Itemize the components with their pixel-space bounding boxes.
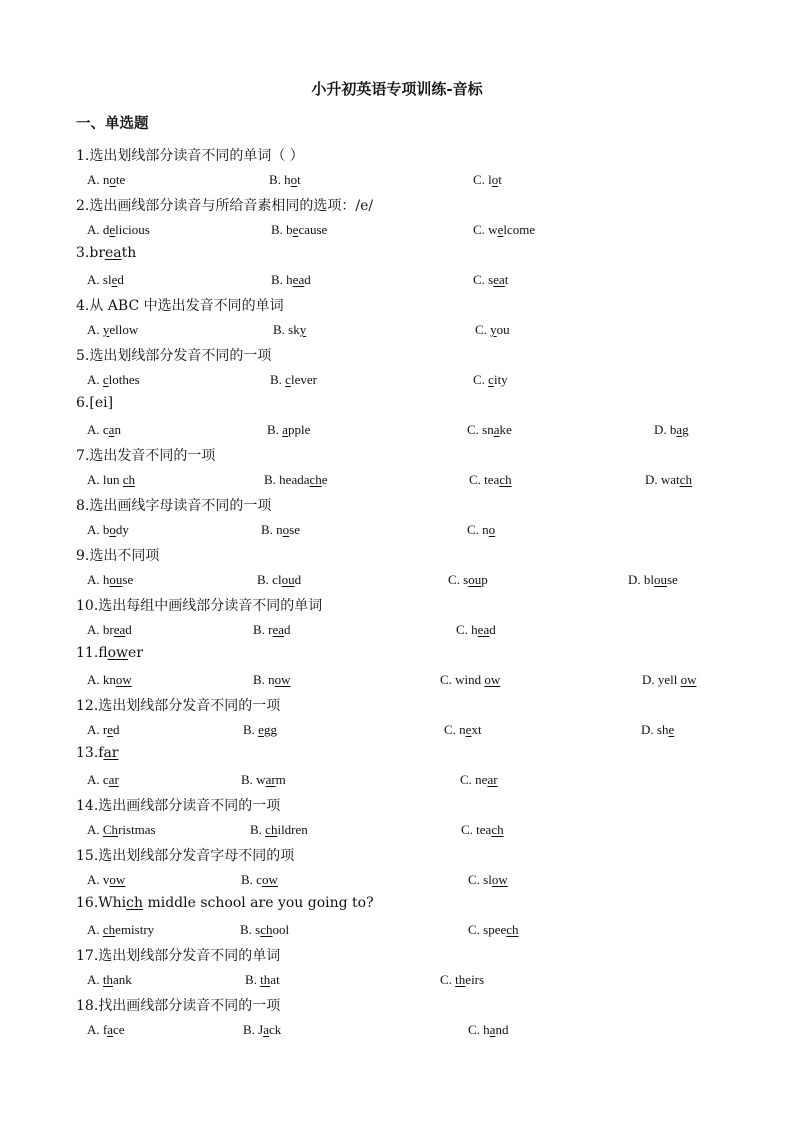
underlined-segment: e [292, 222, 299, 237]
question-stem [76, 395, 113, 411]
underlined-segment: a [108, 422, 115, 437]
text-segment: C. h [468, 1022, 490, 1037]
text-segment: ou [496, 322, 510, 337]
underlined-segment: y [102, 322, 110, 337]
underlined-segment: ow [115, 672, 132, 687]
underlined-segment: e [258, 722, 264, 737]
text-segment: A. c [87, 422, 109, 437]
underlined-segment: y [490, 322, 497, 337]
underlined-segment: ch [491, 822, 504, 837]
underlined-segment: ch [309, 472, 322, 487]
answer-option[interactable] [469, 472, 512, 488]
text-segment: te [115, 172, 126, 187]
underlined-segment: ar [487, 772, 498, 787]
underlined-segment: e [111, 272, 118, 287]
text-segment: 2.选出画线部分读音与所给音素相同的选项：/e/ [76, 198, 374, 214]
question-stem [76, 145, 304, 165]
underlined-segment: ar [265, 772, 276, 787]
underlined-segment: a [493, 422, 500, 437]
question-stem [76, 595, 322, 615]
answer-option[interactable] [460, 772, 498, 788]
answer-option[interactable] [271, 272, 311, 288]
text-segment: A. f [87, 1022, 108, 1037]
underlined-segment: o [488, 522, 496, 537]
text-segment: d [294, 572, 302, 587]
answer-option[interactable] [87, 572, 133, 588]
text-segment: B. [245, 972, 261, 987]
text-segment: 13.f [76, 745, 104, 761]
question-stem [76, 445, 215, 465]
underlined-segment: ch [506, 922, 519, 937]
question-stem [76, 645, 143, 661]
answer-option[interactable] [456, 622, 496, 638]
answer-option[interactable] [241, 772, 286, 788]
text-segment: se [289, 522, 301, 537]
answer-option[interactable] [645, 472, 692, 488]
text-segment: A. v [87, 872, 110, 887]
text-segment: B. b [271, 222, 293, 237]
text-segment: d [117, 272, 124, 287]
answer-option[interactable] [273, 322, 306, 338]
text-segment: 1.选出划线部分读音不同的单词（ ） [76, 148, 304, 164]
answer-option[interactable] [448, 572, 488, 588]
answer-option[interactable] [267, 422, 310, 438]
text-segment: n [114, 422, 121, 437]
text-segment: A. [87, 322, 103, 337]
text-segment: th [121, 245, 137, 261]
answer-option[interactable] [253, 672, 291, 688]
text-segment: d [125, 622, 132, 637]
underlined-segment: ar [108, 772, 119, 787]
text-segment: C. [440, 972, 456, 987]
text-segment: A. [87, 922, 103, 937]
underlined-segment: Ch [102, 822, 119, 837]
underlined-segment: o [491, 172, 499, 187]
text-segment: t [498, 172, 502, 187]
answer-option[interactable] [87, 1022, 125, 1038]
answer-option[interactable] [461, 822, 504, 838]
answer-option[interactable] [467, 522, 495, 538]
underlined-segment: ea [493, 272, 505, 287]
text-segment: g [682, 422, 689, 437]
underlined-segment: e [465, 722, 472, 737]
text-segment: 4.从 ABC 中选出发音不同的单词 [76, 298, 284, 314]
text-segment: se [667, 572, 678, 587]
underlined-segment: a [263, 1022, 270, 1037]
question-stem [76, 695, 280, 715]
answer-option[interactable] [87, 322, 138, 338]
answer-option[interactable] [654, 422, 689, 438]
underlined-segment: a [489, 1022, 496, 1037]
text-segment: B. h [269, 172, 291, 187]
underlined-segment: ea [272, 622, 285, 637]
answer-option[interactable] [440, 972, 484, 988]
text-segment: C. tea [461, 822, 492, 837]
answer-option[interactable] [467, 422, 512, 438]
text-segment: A. [87, 822, 103, 837]
text-segment: C. ne [460, 772, 488, 787]
text-segment: m [275, 772, 286, 787]
underlined-segment: a [676, 422, 683, 437]
answer-option[interactable] [87, 822, 156, 838]
underlined-segment: ou [654, 572, 667, 587]
underlined-segment: ow [109, 872, 126, 887]
text-segment: B. cl [257, 572, 282, 587]
underlined-segment: ow [680, 672, 697, 687]
text-segment: A. b [87, 522, 110, 537]
text-segment: C. n [444, 722, 466, 737]
underlined-segment: o [109, 172, 116, 187]
underlined-segment: e [109, 222, 116, 237]
text-segment: C. s [448, 572, 469, 587]
text-segment: D. yell [642, 672, 681, 687]
underlined-segment: o [109, 522, 116, 537]
text-segment: A. sl [87, 272, 112, 287]
text-segment: 8.选出画线字母读音不同的一项 [76, 498, 272, 514]
text-segment: 11.fl [76, 645, 108, 661]
text-segment: C. [475, 322, 491, 337]
text-segment: D. sh [641, 722, 669, 737]
text-segment: D. wat [645, 472, 680, 487]
answer-option[interactable] [87, 622, 132, 638]
answer-option[interactable] [87, 172, 125, 188]
text-segment: 10.选出每组中画线部分读音不同的单词 [76, 598, 323, 614]
underlined-segment: th [260, 972, 271, 987]
answer-option[interactable] [270, 372, 317, 388]
underlined-segment: ea [105, 245, 122, 261]
text-segment: B. J [243, 1022, 264, 1037]
text-segment: d [284, 622, 291, 637]
text-segment: middle school are you going to? [143, 895, 374, 911]
text-segment: C. tea [469, 472, 500, 487]
text-segment: B. [250, 822, 266, 837]
text-segment: lothes [108, 372, 140, 387]
text-segment: ellow [109, 322, 139, 337]
text-segment: lever [290, 372, 317, 387]
text-segment: C. wind [440, 672, 485, 687]
text-segment: 6.[ei] [76, 395, 114, 411]
text-segment: xt [471, 722, 482, 737]
answer-option[interactable] [87, 872, 125, 888]
text-segment: pple [287, 422, 311, 437]
text-segment: ank [113, 972, 132, 987]
underlined-segment: th [102, 972, 114, 987]
text-segment: B. r [253, 622, 273, 637]
underlined-segment: a [107, 1022, 113, 1037]
answer-option[interactable] [245, 972, 280, 988]
text-segment: A. c [87, 772, 109, 787]
answer-option[interactable] [87, 222, 150, 238]
underlined-segment: ch [499, 472, 512, 487]
text-segment: B. h [271, 272, 293, 287]
underlined-segment: ow [491, 872, 508, 887]
question-stem [76, 295, 284, 315]
text-segment: eirs [465, 972, 485, 987]
page-title: 小升初英语专项训练-音标 [311, 80, 483, 98]
text-segment: 15.选出划线部分发音字母不同的项 [76, 848, 295, 864]
question-stem [76, 845, 294, 865]
answer-option[interactable] [468, 1022, 508, 1038]
text-segment: B. s [240, 922, 261, 937]
text-segment: A. br [87, 622, 114, 637]
underlined-segment: ea [477, 622, 490, 637]
text-segment: C. sn [467, 422, 494, 437]
underlined-segment: ou [468, 572, 482, 587]
underlined-segment: ch [260, 922, 273, 937]
answer-option[interactable] [269, 172, 301, 188]
underlined-segment: c [285, 372, 291, 387]
answer-option[interactable] [87, 422, 121, 438]
text-segment: A. n [87, 172, 110, 187]
text-segment: B. n [261, 522, 283, 537]
text-segment: A. [87, 972, 103, 987]
text-segment: C. w [473, 222, 498, 237]
underlined-segment: o [290, 172, 298, 187]
text-segment: er [128, 645, 144, 661]
underlined-segment: ch [265, 822, 278, 837]
answer-option[interactable] [264, 472, 328, 488]
answer-option[interactable] [473, 172, 502, 188]
answer-option[interactable] [628, 572, 678, 588]
text-segment: e [321, 472, 328, 487]
section-heading: 一、单选题 [76, 115, 149, 132]
underlined-segment: ch [102, 922, 116, 937]
text-segment: ke [499, 422, 512, 437]
answer-option[interactable] [271, 222, 327, 238]
underlined-segment: c [488, 372, 494, 387]
underlined-segment: c [102, 372, 109, 387]
text-segment: emistry [115, 922, 155, 937]
text-segment: cause [298, 222, 328, 237]
answer-option[interactable] [444, 722, 482, 738]
underlined-segment: e [107, 722, 113, 737]
answer-option[interactable] [468, 872, 508, 888]
text-segment: 16.Whi [76, 895, 127, 911]
text-segment: se [122, 572, 134, 587]
text-segment: C. l [473, 172, 492, 187]
underlined-segment: e [668, 722, 675, 737]
text-segment: B. [243, 722, 259, 737]
text-segment: nd [495, 1022, 509, 1037]
answer-option[interactable] [243, 1022, 281, 1038]
answer-option[interactable] [468, 922, 519, 938]
underlined-segment: ow [274, 672, 291, 687]
question-stem [76, 245, 136, 261]
answer-option[interactable] [440, 672, 500, 688]
answer-option[interactable] [473, 272, 508, 288]
text-segment: 17.选出划线部分发音不同的单词 [76, 948, 281, 964]
question-stem [76, 495, 271, 515]
text-segment: B. c [241, 872, 262, 887]
answer-option[interactable] [641, 722, 674, 738]
text-segment: 9.选出不同项 [76, 548, 160, 564]
underlined-segment: ar [103, 745, 119, 761]
underlined-segment: ow [107, 645, 129, 661]
text-segment: A. [87, 372, 103, 387]
text-segment: d [113, 722, 120, 737]
question-stem [76, 895, 374, 911]
text-segment: C. sl [468, 872, 492, 887]
answer-option[interactable] [250, 822, 308, 838]
answer-option[interactable] [240, 922, 289, 938]
text-segment: B. sk [273, 322, 300, 337]
answer-option[interactable] [87, 922, 154, 938]
answer-option[interactable] [257, 572, 301, 588]
answer-option[interactable] [642, 672, 697, 688]
text-segment: p [481, 572, 488, 587]
answer-option[interactable] [87, 522, 129, 538]
text-segment: 18.找出画线部分读音不同的一项 [76, 998, 281, 1014]
underlined-segment: ow [484, 672, 501, 687]
answer-option[interactable] [475, 322, 510, 338]
underlined-segment: ea [292, 272, 305, 287]
text-segment: A. lun [87, 472, 123, 487]
text-segment: A. r [87, 722, 108, 737]
text-segment: B. heada [264, 472, 310, 487]
text-segment: C. n [467, 522, 489, 537]
text-segment: t [504, 272, 509, 287]
text-segment: C. spee [468, 922, 507, 937]
answer-option[interactable] [87, 722, 120, 738]
underlined-segment: ch [679, 472, 692, 487]
text-segment: d [304, 272, 311, 287]
question-stem [76, 945, 280, 965]
underlined-segment: ou [281, 572, 295, 587]
answer-option[interactable] [87, 372, 140, 388]
underlined-segment: a [282, 422, 288, 437]
text-segment: ristmas [118, 822, 156, 837]
text-segment: dy [115, 522, 129, 537]
text-segment: D. bl [628, 572, 654, 587]
underlined-segment: ow [261, 872, 278, 887]
text-segment: ck [269, 1022, 282, 1037]
answer-option[interactable] [87, 972, 132, 988]
text-segment: 7.选出发音不同的一项 [76, 448, 216, 464]
text-segment: A. d [87, 222, 110, 237]
underlined-segment: ch [126, 895, 144, 911]
answer-option[interactable] [473, 222, 535, 238]
underlined-segment: ou [109, 572, 123, 587]
answer-option[interactable] [253, 622, 291, 638]
text-segment: ce [113, 1022, 125, 1037]
text-segment: C. h [456, 622, 478, 637]
text-segment: licious [115, 222, 150, 237]
text-segment: B. n [253, 672, 275, 687]
text-segment: 3.br [76, 245, 106, 261]
question-stem [76, 745, 119, 761]
text-segment: 5.选出划线部分发音不同的一项 [76, 348, 272, 364]
question-stem [76, 795, 280, 815]
question-stem [76, 545, 159, 565]
underlined-segment: ch [122, 472, 136, 487]
text-segment: B. [267, 422, 283, 437]
text-segment: C. s [473, 272, 494, 287]
underlined-segment: th [455, 972, 466, 987]
text-segment: D. b [654, 422, 677, 437]
text-segment: t [297, 172, 301, 187]
text-segment: gg [263, 722, 277, 737]
underlined-segment: o [282, 522, 290, 537]
answer-option[interactable] [241, 872, 278, 888]
text-segment: at [270, 972, 280, 987]
text-segment: 14.选出画线部分读音不同的一项 [76, 798, 281, 814]
underlined-segment: e [497, 222, 504, 237]
text-segment: B. [270, 372, 286, 387]
answer-option[interactable] [87, 472, 135, 488]
text-segment: lcome [503, 222, 536, 237]
answer-option[interactable] [87, 672, 132, 688]
text-segment: ildren [277, 822, 308, 837]
text-segment: B. w [241, 772, 266, 787]
answer-option[interactable] [243, 722, 277, 738]
text-segment: A. kn [87, 672, 116, 687]
answer-option[interactable] [261, 522, 300, 538]
text-segment: ity [493, 372, 508, 387]
text-segment: 12.选出划线部分发音不同的一项 [76, 698, 281, 714]
text-segment: A. h [87, 572, 110, 587]
underlined-segment: ea [113, 622, 126, 637]
question-stem [76, 345, 271, 365]
question-stem [76, 995, 280, 1015]
answer-option[interactable] [87, 272, 124, 288]
text-segment: C. [473, 372, 489, 387]
answer-option[interactable] [87, 772, 119, 788]
answer-option[interactable] [473, 372, 508, 388]
text-segment: d [489, 622, 496, 637]
underlined-segment: y [299, 322, 307, 337]
question-stem [76, 195, 373, 215]
text-segment: ool [272, 922, 290, 937]
